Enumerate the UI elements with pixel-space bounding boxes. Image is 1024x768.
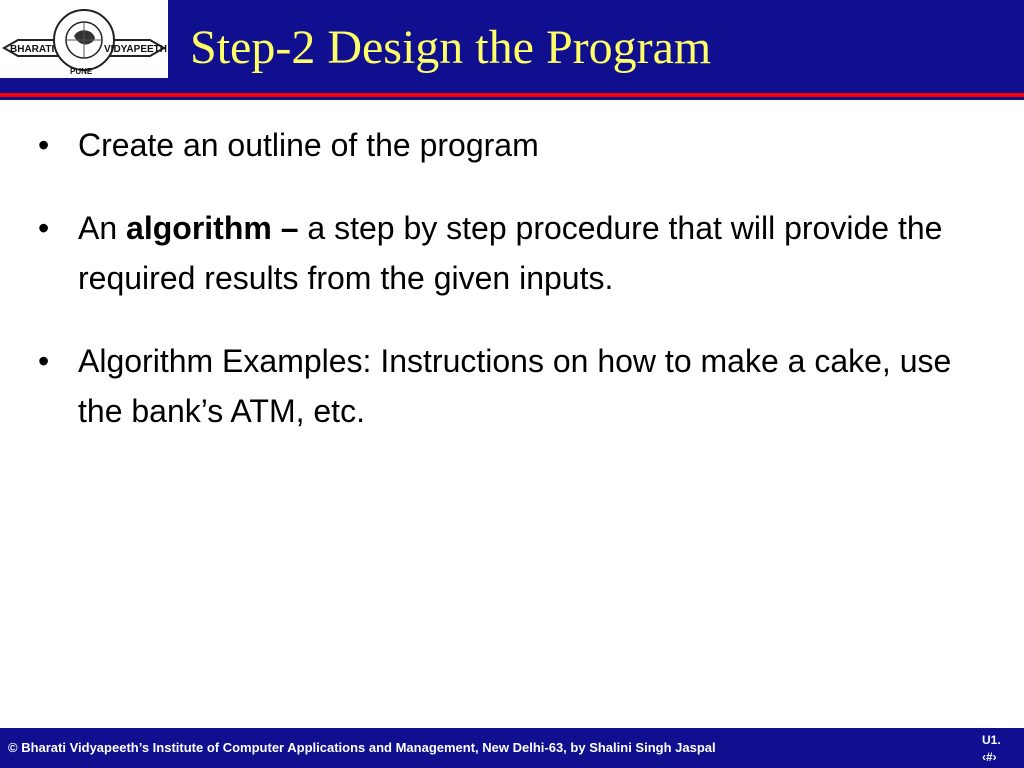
bullet-prefix: An [78, 210, 127, 246]
bullet-text: a step by step procedure that will provide the required results from the given inputs. [78, 210, 943, 296]
slide-number-line2: ‹#› [982, 750, 997, 764]
logo-emblem-icon [0, 0, 168, 78]
slide-title: Step-2 Design the Program [190, 21, 712, 74]
slide-footer [0, 728, 1024, 768]
header-divider-secondary [0, 97, 1024, 100]
slide-number-line1: U1. [982, 733, 1001, 747]
bullet-text: Create an outline of the program [78, 127, 539, 163]
bullet-text: Algorithm Examples: Instructions on how to make a cake, use the bank’s ATM, etc. [78, 343, 952, 429]
bullet-item [38, 120, 988, 170]
bullet-item [38, 203, 988, 303]
bullet-item [38, 336, 988, 436]
svg-text:VIDYAPEETH: VIDYAPEETH [104, 44, 167, 55]
bullet-bold-term: algorithm – [126, 210, 299, 246]
bullet-icon: • [38, 127, 50, 163]
footer-copyright: © Bharati Vidyapeeth’s Institute of Computer Applications and Management, New Delhi-63, by Shalini Singh Jaspal [8, 740, 716, 755]
bullet-icon: • [38, 210, 50, 246]
slide-number [982, 732, 1001, 766]
slide-body [38, 120, 988, 469]
institute-logo [0, 0, 168, 78]
slide-header [0, 0, 1024, 93]
svg-text:BHARATI: BHARATI [10, 44, 55, 55]
bullet-icon: • [38, 343, 50, 379]
svg-text:PUNE: PUNE [70, 67, 93, 76]
